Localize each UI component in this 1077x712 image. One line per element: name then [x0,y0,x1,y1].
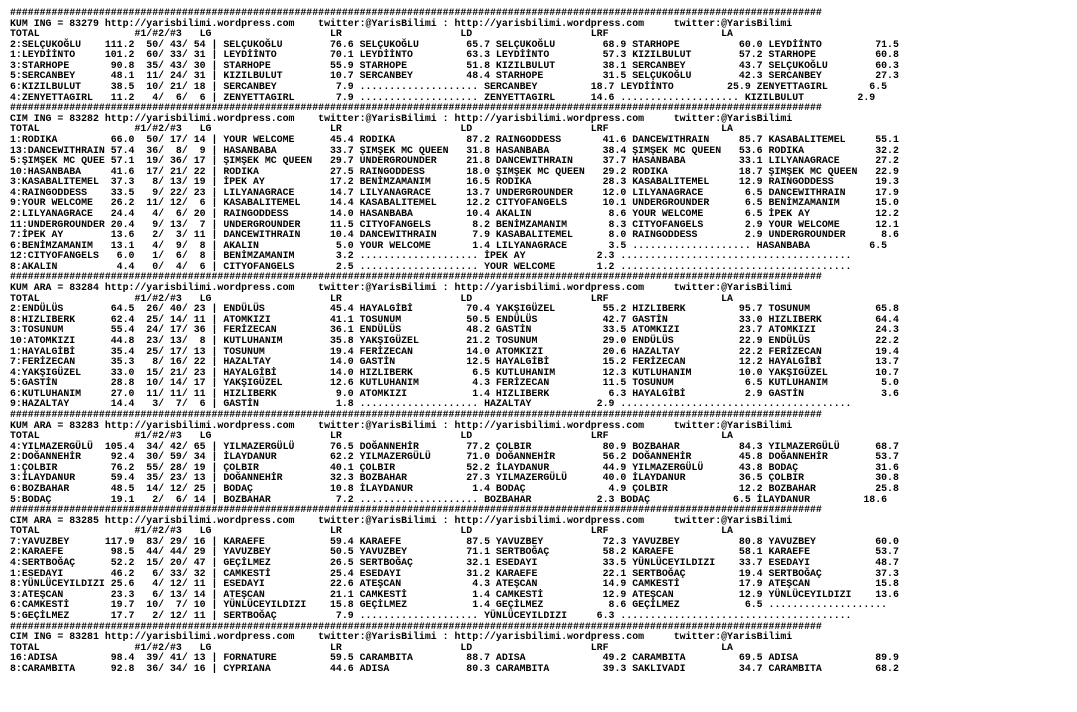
horse-row: 4:YAKŞIGÜZEL 33.0 15/ 21/ 23 | HAYALGİBİ 14.0 HIZLIBERK 6.5 KUTLUHANIM 12.3 KUTLUHANIM 10.0 YAKŞIGÜZEL 10.7 [10,366,899,378]
horse-row: 2:DOĞANNEHİR 92.4 30/ 59/ 34 | İLAYDANUR 62.2 YILMAZERGÜLÜ 71.0 DOĞANNEHİR 56.2 DOĞANNEHİR 45.8 DOĞANNEHİR 53.7 [10,451,899,463]
race-header-line: CIM ING = 83281 http://yarisbilimi.wordpress.com twitter:@YarisBilimi : http://yarisbilimi.wordpress.com twitter:@YarisBilimi [10,631,793,643]
horse-row: 2:ENDÜLÜS 64.5 26/ 40/ 23 | ENDÜLÜS 45.4 HAYALGİBİ 70.4 YAKŞIGÜZEL 55.2 HIZLIBERK 95.7 TOSUNUM 65.8 [10,303,899,315]
horse-row: 2:KARAEFE 98.5 44/ 44/ 29 | YAVUZBEY 50.5 YAVUZBEY 71.1 SERTBOĞAÇ 58.2 KARAEFE 58.1 KARAEFE 53.7 [10,546,899,558]
horse-row: 5:GEÇİLMEZ 17.7 2/ 12/ 11 | SERTBOĞAÇ 7.9 .................... YÜNLÜCEYILDIZI 6.3 ....................................... [10,609,852,621]
horse-row: 2:SELÇUKOĞLU 111.2 50/ 43/ 54 | SELÇUKOĞLU 76.6 SELÇUKOĞLU 65.7 SELÇUKOĞLU 68.9 STARHOPE 60.0 LEYDİİNTO 71.5 [10,38,899,50]
horse-row: 6:BOZBAHAR 48.5 14/ 12/ 25 | BODAÇ 10.8 İLAYDANUR 1.4 BODAÇ 4.9 ÇOLBIR 12.2 BOZBAHAR 25.8 [10,483,899,495]
separator-line: ######################################################################################################################################### [10,7,822,18]
horse-row: 6:KUTLUHANIM 27.0 11/ 11/ 11 | HIZLIBERK 9.0 ATOMKIZI 1.4 HIZLIBERK 6.3 HAYALGİBİ 2.9 GASTİN 3.6 [10,387,899,399]
column-header-line: TOTAL #1/#2/#3 LG LR LD LRF LA [10,28,733,40]
horse-row: 3:ATEŞCAN 23.3 6/ 13/ 14 | ATEŞCAN 21.1 CAMKESTİ 1.4 CAMKESTİ 12.9 ATEŞCAN 12.9 YÜNLÜCEYILDIZI 13.6 [10,588,899,600]
column-header-line: TOTAL #1/#2/#3 LG LR LD LRF LA [10,641,733,653]
horse-row: 2:LILYANAGRACE 24.4 4/ 6/ 20 | RAINGODDESS 14.0 HASANBABA 10.4 AKALIN 8.6 YOUR WELCOME 6.5 İPEK AY 12.2 [10,207,899,219]
horse-row: 3:İLAYDANUR 59.4 35/ 23/ 13 | DOĞANNEHİR 32.3 BOZBAHAR 27.3 YILMAZERGÜLÜ 40.0 İLAYDANUR 36.5 ÇOLBIR 30.8 [10,472,899,484]
horse-row: 1:ÇOLBIR 76.2 55/ 28/ 19 | ÇOLBIR 40.1 ÇOLBIR 52.2 İLAYDANUR 44.9 YILMAZERGÜLÜ 43.8 BODAÇ 31.6 [10,461,899,473]
horse-row: 8:YÜNLÜCEYILDIZI 25.6 4/ 12/ 11 | ESEDAYI 22.6 ATEŞCAN 4.3 ATEŞCAN 14.9 CAMKESTİ 17.9 ATEŞCAN 15.8 [10,578,899,590]
horse-row: 3:TOSUNUM 55.4 24/ 17/ 36 | FERİZECAN 36.1 ENDÜLÜS 48.2 GASTİN 33.5 ATOMKIZI 23.7 ATOMKIZI 24.3 [10,324,899,336]
separator-line: ######################################################################################################################################### [10,504,822,516]
horse-row: 16:ADISA 98.4 39/ 41/ 13 | FORNATURE 59.5 CARAMBITA 88.7 ADISA 49.2 CARAMBITA 69.5 ADISA 89.9 [10,652,899,664]
horse-row: 8:CARAMBITA 92.8 36/ 34/ 16 | CYPRIANA 44.6 ADISA 80.3 CARAMBITA 39.3 SAKLIVADI 34.7 CARAMBITA 68.2 [10,662,899,674]
horse-row: 1:ESEDAYI 46.2 6/ 33/ 32 | CAMKESTİ 25.4 ESEDAYI 31.2 KARAEFE 22.1 SERTBOĞAÇ 19.4 SERTBOĞAÇ 37.3 [10,567,899,579]
horse-row: 4:SERTBOĞAÇ 52.2 15/ 20/ 47 | GEÇİLMEZ 26.5 SERTBOĞAÇ 32.1 ESEDAYI 33.5 YÜNLÜCEYILDIZI 33.7 ESEDAYI 48.7 [10,557,899,569]
horse-row: 10:HASANBABA 41.6 17/ 21/ 22 | RODIKA 27.5 RAINGODDESS 18.0 ŞIMŞEK MC QUEEN 29.2 RODIKA 18.7 ŞIMŞEK MC QUEEN 22.9 [10,165,899,177]
horse-row: 8:HIZLIBERK 62.4 25/ 14/ 11 | ATOMKIZI 41.1 TOSUNUM 50.5 ENDÜLÜS 42.7 GASTİN 33.0 HIZLIBERK 64.4 [10,313,899,325]
race-header-line: CIM ING = 83282 http://yarisbilimi.wordpress.com twitter:@YarisBilimi : http://yarisbilimi.wordpress.com twitter:@YarisBilimi [10,112,793,124]
horse-row: 7:İPEK AY 13.6 2/ 3/ 11 | DANCEWITHRAIN 10.4 DANCEWITHRAIN 7.9 KASABALITEMEL 8.0 RAINGODDESS 2.9 UNDERGROUNDER 8.6 [10,229,899,241]
race-header-line: KUM ARA = 83283 http://yarisbilimi.wordpress.com twitter:@YarisBilimi : http://yarisbilimi.wordpress.com twitter:@YarisBilimi [10,419,793,431]
column-header-line: TOTAL #1/#2/#3 LG LR LD LRF LA [10,430,733,442]
horse-row: 1:LEYDİİNTO 101.2 60/ 33/ 31 | LEYDİİNTO 70.1 LEYDİİNTO 63.3 LEYDİİNTO 57.3 KIZILBULUT 57.2 STARHOPE 60.8 [10,49,899,61]
horse-row: 11:UNDERGROUNDER 20.4 9/ 13/ 7 | UNDERGROUNDER 11.5 CITYOFANGELS 8.2 BENİMZAMANIM 8.3 CITYOFANGELS 2.9 YOUR WELCOME 12.1 [10,218,899,230]
horse-row: 4:RAINGODDESS 33.5 9/ 22/ 23 | LILYANAGRACE 14.7 LILYANAGRACE 13.7 UNDERGROUNDER 12.0 LILYANAGRACE 6.5 DANCEWITHRAIN 17.9 [10,186,899,198]
horse-row: 5:GASTİN 28.8 10/ 14/ 17 | YAKŞIGÜZEL 12.6 KUTLUHANIM 4.3 FERİZECAN 11.5 TOSUNUM 6.5 KUTLUHANIM 5.0 [10,377,899,389]
race-header-line: KUM ING = 83279 http://yarisbilimi.wordpress.com twitter:@YarisBilimi : http://yarisbilimi.wordpress.com twitter:@YarisBilimi [10,17,793,29]
column-header-line: TOTAL #1/#2/#3 LG LR LD LRF LA [10,292,733,304]
separator-line: ######################################################################################################################################### [10,408,822,420]
race-header-line: KUM ARA = 83284 http://yarisbilimi.wordpress.com twitter:@YarisBilimi : http://yarisbilimi.wordpress.com twitter:@YarisBilimi [10,282,793,294]
horse-row: 3:STARHOPE 90.8 35/ 43/ 30 | STARHOPE 55.9 STARHOPE 51.8 KIZILBULUT 38.1 SERCANBEY 43.7 SELÇUKOĞLU 60.3 [10,59,899,71]
race-header-line: CIM ARA = 83285 http://yarisbilimi.wordpress.com twitter:@YarisBilimi : http://yarisbilimi.wordpress.com twitter:@YarisBilimi [10,514,793,526]
horse-row: 4:ZENYETTAGIRL 11.2 4/ 6/ 6 | ZENYETTAGIRL 7.9 .................... ZENYETTAGIRL 14.6 .................... KIZILBULUT 2.9 [10,91,876,103]
horse-row: 1:HAYALGİBİ 35.4 25/ 17/ 13 | TOSUNUM 19.4 FERİZECAN 14.0 ATOMKIZI 20.6 HAZALTAY 22.2 FERİZECAN 19.4 [10,345,899,357]
horse-row: 6:KIZILBULUT 38.5 10/ 21/ 18 | SERCANBEY 7.9 .................... SERCANBEY 18.7 LEYDİİNTO 25.9 ZENYETTAGIRL 6.5 [10,81,888,93]
horse-row: 9:YOUR WELCOME 26.2 11/ 12/ 6 | KASABALITEMEL 14.4 KASABALITEMEL 12.2 CITYOFANGELS 10.1 UNDERGROUNDER 6.5 BENİMZAMANIM 15.0 [10,197,899,209]
horse-row: 6:CAMKESTİ 19.7 10/ 7/ 10 | YÜNLÜCEYILDIZI 15.8 GEÇİLMEZ 1.4 GEÇİLMEZ 8.6 GEÇİLMEZ 6.5 .................... [10,599,888,611]
horse-row: 7:FERİZECAN 35.3 8/ 16/ 22 | HAZALTAY 14.0 GASTİN 12.5 HAYALGİBİ 15.2 FERİZECAN 12.2 HAYALGİBİ 13.7 [10,356,899,368]
separator-line: ######################################################################################################################################### [10,271,822,283]
horse-row: 7:YAVUZBEY 117.9 83/ 29/ 16 | KARAEFE 59.4 KARAEFE 87.5 YAVUZBEY 72.3 YAVUZBEY 80.8 YAVUZBEY 60.0 [10,535,899,547]
horse-row: 9:HAZALTAY 14.4 3/ 7/ 6 | GASTİN 1.8 .................... HAZALTAY 2.9 ....................................... [10,398,852,410]
horse-row: 1:RODIKA 66.0 50/ 17/ 14 | YOUR WELCOME 45.4 RODIKA 87.2 RAINGODDESS 41.6 DANCEWITHRAIN 85.7 KASABALITEMEL 55.1 [10,133,899,145]
race-statistics-report [10,8,1077,674]
horse-row: 10:ATOMKIZI 44.8 23/ 13/ 8 | KUTLUHANIM 35.8 YAKŞIGÜZEL 21.2 TOSUNUM 29.0 ENDÜLÜS 22.9 ENDÜLÜS 22.2 [10,334,899,346]
horse-row: 13:DANCEWITHRAIN 57.4 36/ 8/ 9 | HASANBABA 33.7 ŞIMŞEK MC QUEEN 31.8 HASANBABA 38.4 ŞIMŞEK MC QUEEN 53.6 RODIKA 32.2 [10,144,899,156]
separator-line: ######################################################################################################################################### [10,620,822,632]
horse-row: 6:BENİMZAMANIM 13.1 4/ 9/ 8 | AKALIN 5.0 YOUR WELCOME 1.4 LILYANAGRACE 3.5 .................... HASANBABA 6.5 [10,239,888,251]
horse-row: 12:CITYOFANGELS 6.0 1/ 6/ 8 | BENİMZAMANIM 3.2 .................... İPEK AY 2.3 ....................................... [10,250,852,262]
column-header-line: TOTAL #1/#2/#3 LG LR LD LRF LA [10,123,733,135]
column-header-line: TOTAL #1/#2/#3 LG LR LD LRF LA [10,525,733,537]
horse-row: 4:YILMAZERGÜLÜ 105.4 34/ 42/ 65 | YILMAZERGÜLÜ 76.5 DOĞANNEHİR 77.2 ÇOLBIR 80.9 BOZBAHAR 84.3 YILMAZERGÜLÜ 68.7 [10,440,899,452]
horse-row: 3:KASABALITEMEL 37.3 8/ 13/ 19 | İPEK AY 17.2 BENİMZAMANIM 16.5 RODIKA 28.3 KASABALITEMEL 12.9 RAINGODDESS 19.3 [10,176,899,188]
horse-row: 5:ŞIMŞEK MC QUEE 57.1 19/ 36/ 17 | ŞIMŞEK MC QUEEN 29.7 UNDERGROUNDER 21.8 DANCEWITHRAIN 37.7 HASANBABA 33.1 LILYANAGRACE 27.2 [10,155,899,167]
horse-row: 8:AKALIN 4.4 0/ 4/ 6 | CITYOFANGELS 2.5 .................... YOUR WELCOME 1.2 ....................................... [10,260,852,272]
horse-row: 5:BODAÇ 19.1 2/ 6/ 14 | BOZBAHAR 7.2 .................... BOZBAHAR 2.3 BODAÇ 6.5 İLAYDANUR 18.6 [10,493,888,505]
horse-row: 5:SERCANBEY 48.1 11/ 24/ 31 | KIZILBULUT 10.7 SERCANBEY 48.4 STARHOPE 31.5 SELÇUKOĞLU 42.3 SERCANBEY 27.3 [10,70,899,82]
separator-line: ######################################################################################################################################### [10,102,822,114]
